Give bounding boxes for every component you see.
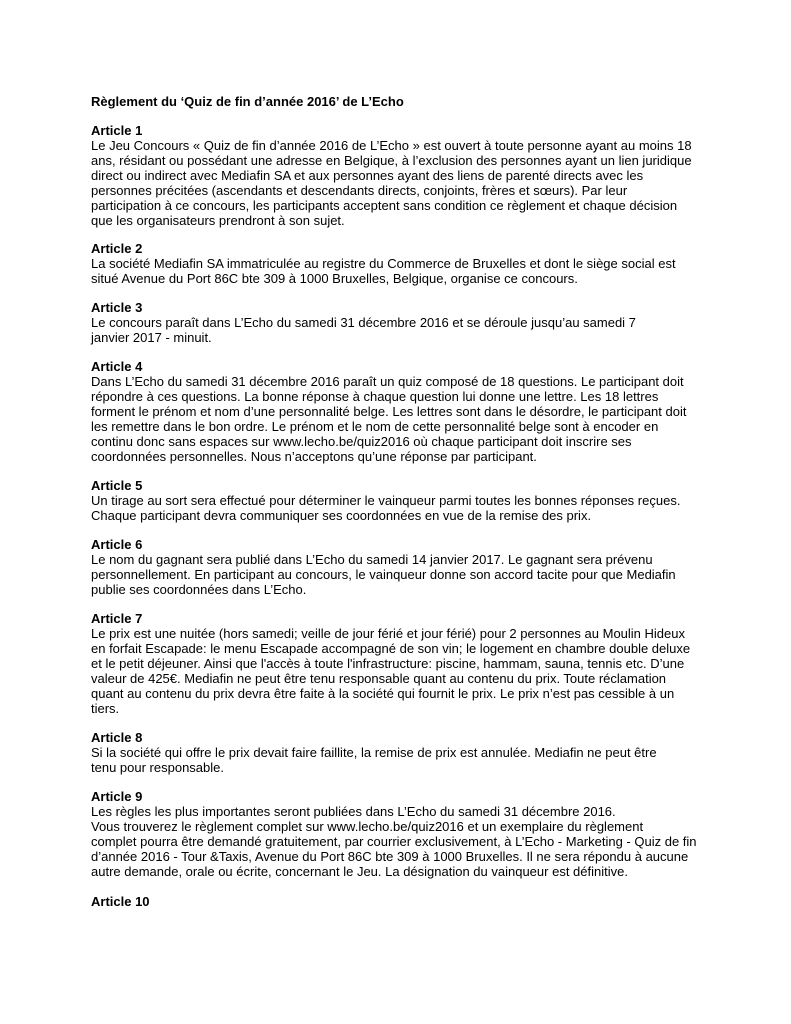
article-text-line: Un tirage au sort sera effectué pour déterminer le vainqueur parmi toutes les bonnes réponses reçues. [91, 493, 681, 508]
article-text-line: Les règles les plus importantes seront publiées dans L’Echo du samedi 31 décembre 2016. [91, 804, 616, 819]
article-heading: Article 7 [91, 611, 143, 626]
article-text-line: d’année 2016 - Tour &Taxis, Avenue du Port 86C bte 309 à 1000 Bruxelles. Il ne sera répondu à aucune [91, 849, 689, 864]
article-text-line: les remettre dans le bon ordre. Le prénom et le nom de cette personnalité belge sont à encoder en [91, 419, 659, 434]
article-text-line: et le petit déjeuner. Ainsi que l'accès à toute l'infrastructure: piscine, hammam, sauna, tennis etc. D’une [91, 656, 685, 671]
article-text-line: valeur de 425€. Mediafin ne peut être tenu responsable quant au contenu du prix. Toute réclamation [91, 671, 667, 686]
article-text-line: répondre à ces questions. La bonne réponse à chaque question lui donne une lettre. Les 18 lettres [91, 389, 659, 404]
article-text-line: continu donc sans espaces sur www.lecho.be/quiz2016 où chaque participant doit inscrire ses [91, 434, 632, 449]
article-text-line: en forfait Escapade: le menu Escapade accompagné de son vin; le logement en chambre double deluxe [91, 641, 691, 656]
article-heading: Article 1 [91, 123, 143, 138]
article-text-line: forment le prénom et nom d’une personnalité belge. Les lettres sont dans le désordre, le participant doit [91, 404, 687, 419]
article-text-line: situé Avenue du Port 86C bte 309 à 1000 Bruxelles, Belgique, organise ce concours. [91, 271, 578, 286]
article-heading: Article 6 [91, 537, 143, 552]
article-text-line: La société Mediafin SA immatriculée au registre du Commerce de Bruxelles et dont le siège social est [91, 256, 676, 271]
article-1 [91, 123, 711, 228]
article-8 [91, 730, 711, 775]
article-text-line: autre demande, orale ou écrite, concernant le Jeu. La désignation du vainqueur est définitive. [91, 864, 628, 879]
article-text-line: publie ses coordonnées dans L’Echo. [91, 582, 307, 597]
article-heading: Article 8 [91, 730, 143, 745]
article-heading: Article 4 [91, 359, 143, 374]
article-heading: Article 2 [91, 241, 143, 256]
article-10 [91, 894, 711, 909]
article-7 [91, 611, 711, 716]
article-heading: Article 10 [91, 894, 150, 909]
article-2 [91, 241, 711, 286]
article-5 [91, 478, 711, 523]
article-text-line: ans, résidant ou possédant une adresse en Belgique, à l’exclusion des personnes ayant un lien juridique [91, 153, 692, 168]
article-text-line: que les organisateurs prendront à son sujet. [91, 213, 345, 228]
article-text-line: Chaque participant devra communiquer ses coordonnées en vue de la remise des prix. [91, 508, 592, 523]
article-text-line: Le nom du gagnant sera publié dans L’Echo du samedi 14 janvier 2017. Le gagnant sera prévenu [91, 552, 653, 567]
article-text-line: complet pourra être demandé gratuitement, par courrier exclusivement, à L’Echo - Marketing - Quiz de fin [91, 834, 697, 849]
article-text-line: personnes précitées (ascendants et descendants directs, conjoints, frères et sœurs). Par leur [91, 183, 628, 198]
article-6 [91, 537, 711, 597]
article-text-line: quant au contenu du prix devra être faite à la société qui fournit le prix. Le prix n’est pas cessible à un [91, 686, 675, 701]
article-text-line: tenu pour responsable. [91, 760, 224, 775]
article-text-line: Dans L’Echo du samedi 31 décembre 2016 paraît un quiz composé de 18 questions. Le participant doit [91, 374, 684, 389]
article-text-line: janvier 2017 - minuit. [91, 330, 212, 345]
article-heading: Article 9 [91, 789, 143, 804]
article-3 [91, 300, 711, 345]
article-text-line: direct ou indirect avec Mediafin SA et aux personnes ayant des liens de parenté directs avec les [91, 168, 644, 183]
article-text-line: Le concours paraît dans L’Echo du samedi 31 décembre 2016 et se déroule jusqu’au samedi 7 [91, 315, 636, 330]
article-heading: Article 5 [91, 478, 143, 493]
article-text-line: participation à ce concours, les participants acceptent sans condition ce règlement et chaque décision [91, 198, 678, 213]
article-text-line: personnellement. En participant au concours, le vainqueur donne son accord tacite pour que Mediafin [91, 567, 676, 582]
article-text-line: tiers. [91, 701, 120, 716]
article-heading: Article 3 [91, 300, 143, 315]
article-text-line: Le Jeu Concours « Quiz de fin d’année 2016 de L’Echo » est ouvert à toute personne ayant au moins 18 [91, 138, 692, 153]
article-4 [91, 359, 711, 464]
article-9 [91, 789, 711, 879]
article-text-line: Vous trouverez le règlement complet sur www.lecho.be/quiz2016 et un exemplaire du règlement [91, 819, 644, 834]
article-text-line: Si la société qui offre le prix devait faire faillite, la remise de prix est annulée. Mediafin ne peut être [91, 745, 657, 760]
article-text-line: Le prix est une nuitée (hors samedi; veille de jour férié et jour férié) pour 2 personnes au Moulin Hideux [91, 626, 685, 641]
article-text-line: coordonnées personnelles. Nous n’acceptons qu’une réponse par participant. [91, 449, 537, 464]
document-title: Règlement du ‘Quiz de fin d’année 2016’ de L’Echo [91, 94, 404, 109]
